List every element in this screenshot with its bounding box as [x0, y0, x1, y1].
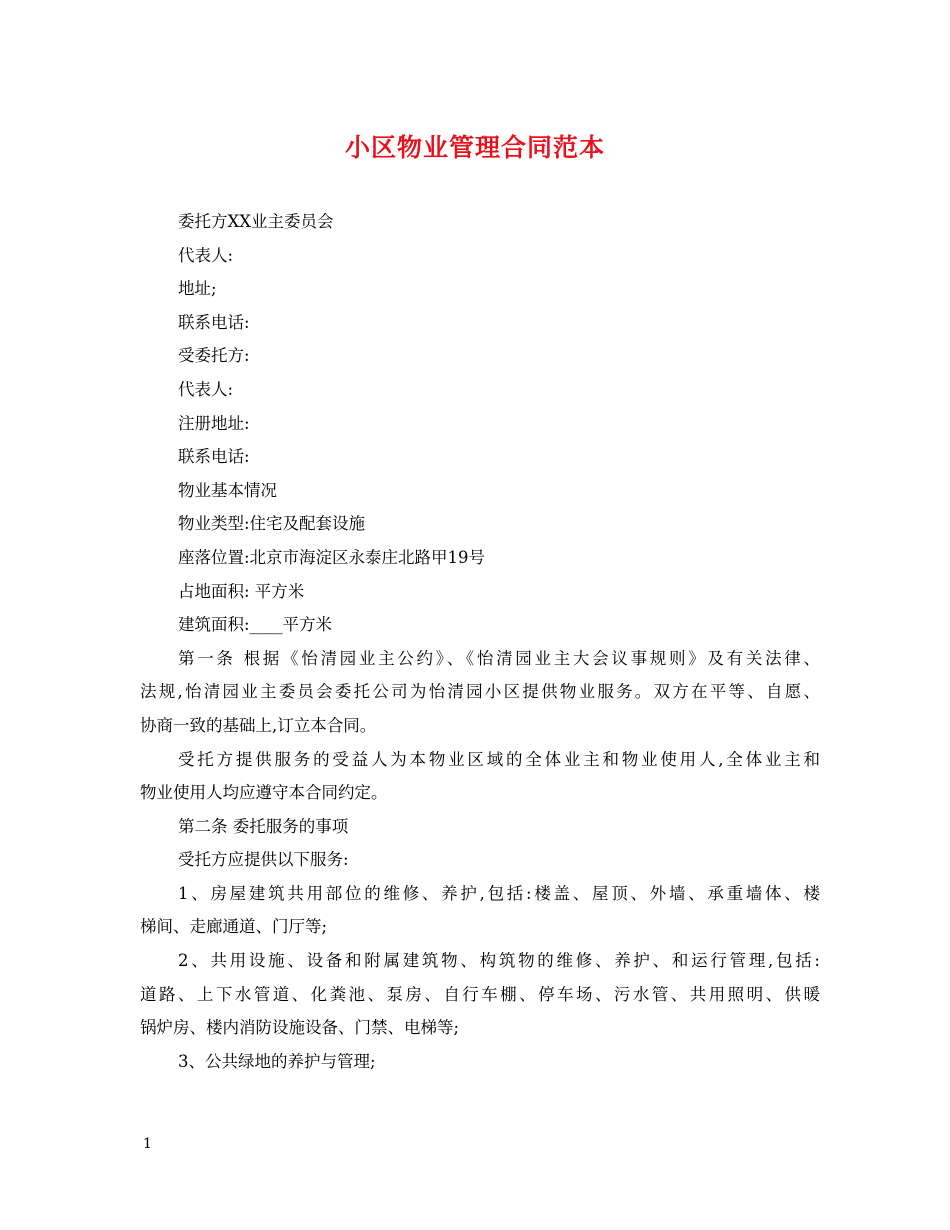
text-line: 受托方应提供以下服务: — [178, 850, 349, 870]
text-line: 物业类型:住宅及配套设施 — [178, 514, 366, 534]
text-line: 3、公共绿地的养护与管理; — [178, 1051, 376, 1071]
text-line: 物业基本情况 — [178, 480, 277, 500]
text-line: 2、共用设施、设备和附属建筑物、构筑物的维修、养护、和运行管理,包括: — [178, 951, 820, 971]
text-line: 注册地址: — [178, 413, 250, 433]
text-line: 1、房屋建筑共用部位的维修、养护,包括:楼盖、屋顶、外墙、承重墙体、楼 — [178, 883, 820, 903]
text-line: 物业使用人均应遵守本合同约定。 — [140, 783, 388, 803]
document-title: 小区物业管理合同范本 — [344, 133, 605, 162]
text-line: 代表人: — [178, 245, 234, 265]
text-line: 受托方提供服务的受益人为本物业区域的全体业主和物业使用人,全体业主和 — [178, 749, 820, 769]
text-line: 座落位置:北京市海淀区永泰庄北路甲19号 — [178, 547, 486, 567]
text-line: 道路、上下水管道、化粪池、泵房、自行车棚、停车场、污水管、共用照明、供暖 — [140, 984, 820, 1004]
document-body — [140, 205, 820, 1078]
page-number: 1 — [143, 1136, 152, 1152]
text-line: 委托方XX业主委员会 — [178, 212, 334, 231]
text-line: 锅炉房、楼内消防设施设备、门禁、电梯等; — [140, 1018, 460, 1038]
text-line: 占地面积: 平方米 — [178, 581, 305, 601]
text-line: 联系电话: — [178, 447, 250, 467]
text-line: 梯间、走廊通道、门厅等; — [140, 917, 328, 937]
text-line: 协商一致的基础上,订立本合同。 — [140, 715, 377, 735]
text-line: 建筑面积:____平方米 — [178, 615, 333, 635]
text-line: 地址; — [178, 279, 217, 299]
text-line: 代表人: — [178, 379, 234, 399]
text-line: 第二条 委托服务的事项 — [178, 816, 349, 836]
text-line: 第一条 根据《怡清园业主公约》、《怡清园业主大会议事规则》及有关法律、 — [178, 648, 820, 668]
text-line: 联系电话: — [178, 312, 250, 332]
text-line: 法规,怡清园业主委员会委托公司为怡清园小区提供物业服务。双方在平等、自愿、 — [140, 682, 820, 702]
text-line: 受委托方: — [178, 346, 250, 366]
